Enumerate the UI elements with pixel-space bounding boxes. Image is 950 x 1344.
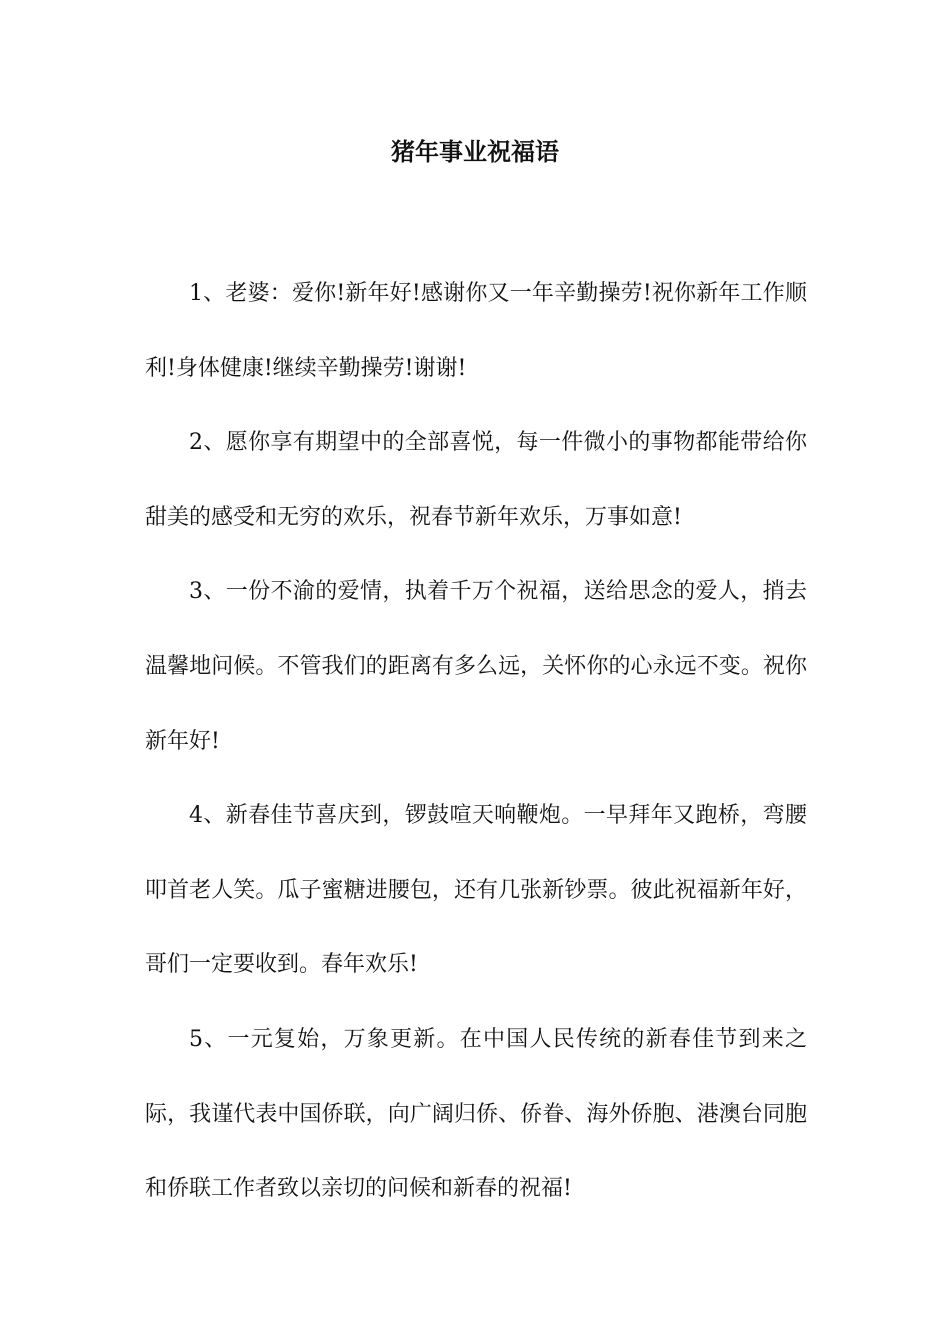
document-body <box>145 257 807 1227</box>
paragraph-5: 5、一元复始，万象更新。在中国人民传统的新春佳节到来之际，我谨代表中国侨联，向广阔归侨、侨眷、海外侨胞、港澳台同胞和侨联工作者致以亲切的问候和新春的祝福! <box>145 1026 807 1202</box>
paragraph-2: 2、愿你享有期望中的全部喜悦，每一件微小的事物都能带给你甜美的感受和无穷的欢乐，祝春节新年欢乐，万事如意! <box>145 430 807 530</box>
paragraph-1: 1、老婆：爱你!新年好!感谢你又一年辛勤操劳!祝你新年工作顺利!身体健康!继续辛勤操劳!谢谢! <box>145 281 807 381</box>
document-title: 猪年事业祝福语 <box>391 138 559 166</box>
paragraph-4: 4、新春佳节喜庆到，锣鼓喧天响鞭炮。一早拜年又跑桥，弯腰叩首老人笑。瓜子蜜糖进腰包，还有几张新钞票。彼此祝福新年好，哥们一定要收到。春年欢乐! <box>145 803 807 978</box>
paragraph-3: 3、一份不渝的爱情，执着千万个祝福，送给思念的爱人，捎去温馨地问候。不管我们的距离有多么远，关怀你的心永远不变。祝你新年好! <box>145 579 807 754</box>
